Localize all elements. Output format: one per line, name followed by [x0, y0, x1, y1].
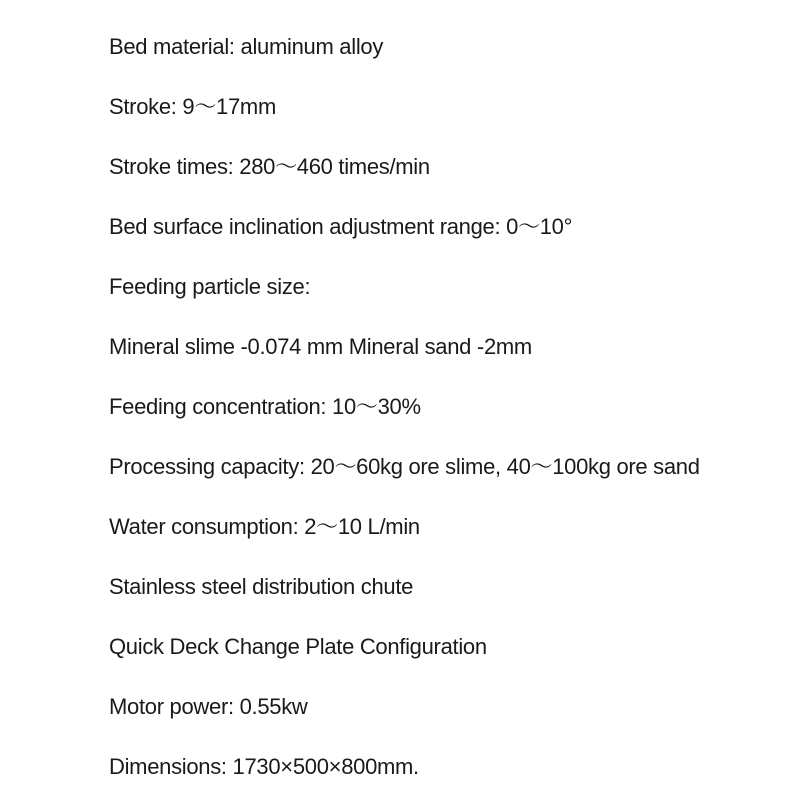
spec-bed-material: Bed material: aluminum alloy: [109, 34, 384, 59]
spec-mineral-sizes: Mineral slime -0.074 mm Mineral sand -2mm: [109, 334, 532, 359]
spec-stroke: Stroke: 9～17mm: [109, 94, 276, 119]
spec-water-consumption: Water consumption: 2～10 L/min: [109, 514, 420, 539]
spec-distribution-chute: Stainless steel distribution chute: [109, 574, 414, 599]
spec-dimensions: Dimensions: 1730×500×800mm.: [109, 754, 419, 779]
spec-list: [109, 31, 700, 800]
spec-processing-capacity: Processing capacity: 20～60kg ore slime, 40～100kg ore sand: [109, 454, 700, 479]
spec-stroke-times: Stroke times: 280～460 times/min: [109, 154, 430, 179]
spec-feeding-concentration: Feeding concentration: 10～30%: [109, 394, 421, 419]
spec-motor-power: Motor power: 0.55kw: [109, 694, 308, 719]
spec-deck-change-config: Quick Deck Change Plate Configuration: [109, 634, 487, 659]
spec-feeding-particle-size: Feeding particle size:: [109, 274, 311, 299]
spec-inclination-range: Bed surface inclination adjustment range: 0～10°: [109, 214, 573, 239]
